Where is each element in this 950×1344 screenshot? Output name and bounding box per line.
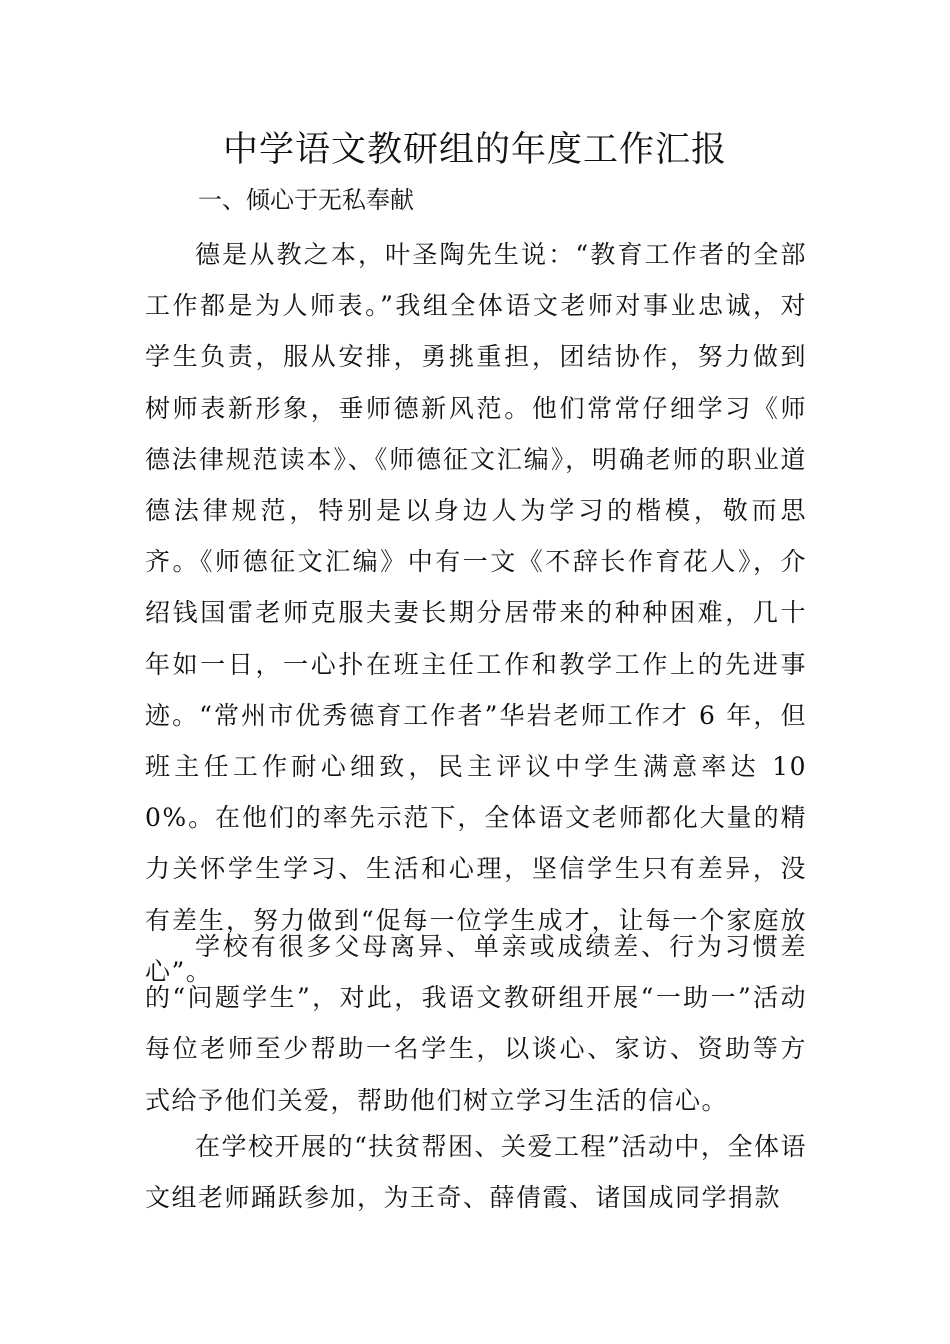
- section-heading: 一、倾心于无私奉献: [198, 186, 414, 214]
- document-title: 中学语文教研组的年度工作汇报: [222, 130, 727, 170]
- paragraph-1: 德是从教之本，叶圣陶先生说：“教育工作者的全部工作都是为人师表。”我组全体语文老师对事业忠诚，对学生负责，服从安排，勇挑重担，团结协作，努力做到树师表新形象，垂师德新风范。他们常常仔细学习《师德法律规范读本》、《师德征文汇编》，明确老师的职业道德法律规范，特别是以身边人为学习的楷模，敬而思齐。《师德征文汇编》中有一文《不辞长作育花人》，介绍钱国雷老师克服夫妻长期分居带来的种种困难，几十年如一日，一心扑在班主任工作和教学工作上的先进事迹。“常州市优秀德育工作者”华岩老师工作才 6 年，但班主任工作耐心细致，民主评议中学生满意率达 100%。在他们的率先示范下，全体语文老师都化大量的精力关怀学生学习、生活和心理，坚信学生只有差异，没有差生，努力做到“促每一位学生成才，让每一个家庭放心”。: [145, 240, 807, 986]
- paragraph-3: 在学校开展的“扶贫帮困、关爱工程”活动中，全体语文组老师踊跃参加，为王奇、薛倩霞、诸国成同学捐款: [145, 1132, 807, 1213]
- paragraph-2: 学校有很多父母离异、单亲或成绩差、行为习惯差的“问题学生”，对此，我语文教研组开展“一助一”活动每位老师至少帮助一名学生，以谈心、家访、资助等方式给予他们关爱，帮助他们树立学习生活的信心。: [145, 932, 807, 1115]
